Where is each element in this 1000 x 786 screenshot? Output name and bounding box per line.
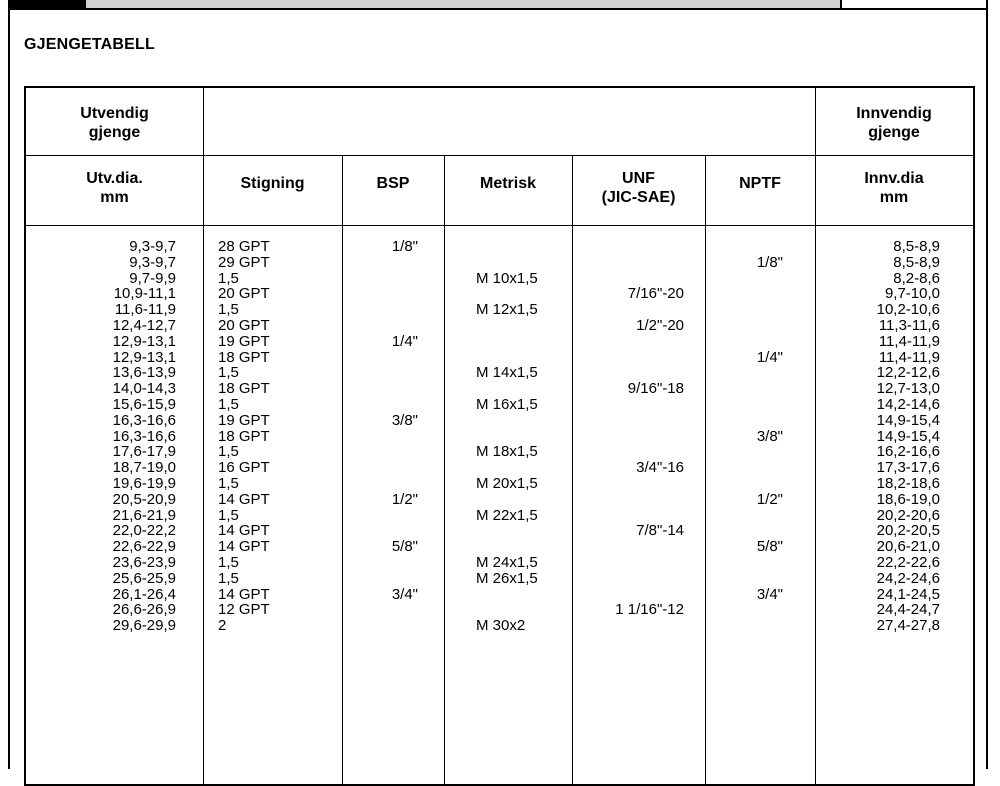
table-cell: 9,3-9,7 [129, 253, 176, 271]
table-cell: 18 GPT [218, 427, 270, 445]
table-cell: M 18x1,5 [476, 443, 538, 461]
table-cell: 18 GPT [218, 348, 270, 366]
table-cell: 28 GPT [218, 238, 270, 255]
table-cell: M 20x1,5 [476, 475, 538, 492]
group-header-inside-thread: Innvendig gjenge [856, 105, 932, 141]
table-cell: 16 GPT [218, 459, 270, 477]
table-cell: 12,9-13,1 [112, 332, 176, 350]
table-cell: 3/4"-16 [636, 459, 684, 477]
table-cell: 17,6-17,9 [112, 443, 176, 461]
table-cell: 11,4-11,9 [878, 348, 940, 366]
table-cell: 24,2-24,6 [876, 569, 940, 587]
table-cell: 9,7-9,9 [129, 269, 176, 287]
table-cell: 1,5 [218, 506, 239, 524]
table-cell: 12,9-13,1 [112, 348, 176, 366]
column-header: Metrisk [479, 175, 537, 192]
table-cell: 1/2" [391, 490, 418, 508]
table-cell: 18,2-18,6 [876, 475, 940, 492]
table-cell: 16,3-16,6 [112, 411, 176, 429]
table-cell: 7/16"-20 [627, 285, 684, 303]
table-cell: 14 GPT [218, 490, 270, 508]
table-cell: 1,5 [218, 475, 239, 492]
table-cell: 23,6-23,9 [112, 554, 176, 571]
table-cell: 10,2-10,6 [876, 301, 940, 319]
table-cell: 21,6-21,9 [112, 506, 176, 524]
table-cell: 11,4-11,9 [878, 332, 940, 350]
table-cell: 14 GPT [218, 585, 270, 603]
table-cell: 29,6-29,9 [112, 617, 176, 635]
table-cell: 1 1/16"-12 [615, 601, 684, 619]
table-cell: 29 GPT [218, 253, 270, 271]
table-cell: 11,3-11,6 [878, 317, 940, 334]
table-cell: 11,6-11,9 [114, 301, 176, 319]
table-cell: 9/16"-18 [627, 380, 684, 398]
table-cell: 10,9-11,1 [113, 285, 176, 303]
column-header: BSP [376, 175, 410, 192]
table-cell: 2 [218, 617, 227, 635]
table-cell: 5/8" [391, 538, 418, 556]
table-cell: M 24x1,5 [476, 554, 538, 571]
column-header: Innv.dia mm [864, 170, 924, 206]
table-cell: M 22x1,5 [476, 506, 538, 524]
column-header: NPTF [739, 175, 781, 192]
column-divider [444, 155, 445, 784]
table-cell: 26,1-26,4 [112, 585, 176, 603]
table-cell: 18,7-19,0 [112, 459, 176, 477]
table-cell: 24,1-24,5 [876, 585, 940, 603]
table-cell: 20,5-20,9 [112, 490, 176, 508]
table-cell: 14,2-14,6 [876, 396, 940, 413]
table-cell: 20 GPT [218, 317, 270, 334]
table-cell: 14,0-14,3 [112, 380, 176, 398]
table-cell: 12,4-12,7 [112, 317, 176, 334]
table-cell: 19 GPT [218, 332, 270, 350]
table-cell: M 12x1,5 [476, 301, 538, 319]
table-cell: 1/4" [756, 348, 783, 366]
table-cell: 27,4-27,8 [876, 617, 940, 635]
table-cell: 9,3-9,7 [129, 238, 176, 255]
table-cell: 7/8"-14 [636, 522, 684, 540]
table-cell: 12 GPT [218, 601, 270, 619]
table-cell: M 30x2 [476, 617, 526, 635]
table-cell: 14 GPT [218, 538, 270, 556]
table-cell: 15,6-15,9 [112, 396, 176, 413]
table-cell: 3/4" [391, 585, 418, 603]
column-divider [705, 155, 706, 784]
page-title: GJENGETABELL [24, 36, 156, 53]
table-cell: 9,7-10,0 [884, 285, 940, 303]
table-cell: 1,5 [218, 569, 239, 587]
column-header: Utv.dia. mm [86, 170, 143, 206]
table-cell: 16,2-16,6 [876, 443, 940, 461]
table-cell: 1/2" [756, 490, 783, 508]
table-cell: 24,4-24,7 [876, 601, 940, 619]
table-cell: 1,5 [218, 554, 239, 571]
table-cell: 20,2-20,5 [876, 522, 940, 540]
table-cell: 20,2-20,6 [876, 506, 940, 524]
table-cell: 22,6-22,9 [112, 538, 176, 556]
table-cell: 14 GPT [218, 522, 270, 540]
table-cell: 14,9-15,4 [876, 427, 940, 445]
table-cell: 3/8" [391, 411, 418, 429]
table-cell: 22,2-22,6 [876, 554, 940, 571]
group-header-outside-thread: Utvendig gjenge [80, 105, 149, 141]
table-cell: 16,3-16,6 [112, 427, 176, 445]
table-cell: 14,9-15,4 [876, 411, 940, 429]
table-cell: 1/8" [756, 253, 783, 271]
table-cell: M 10x1,5 [476, 269, 538, 287]
table-cell: 1/8" [391, 238, 418, 255]
table-cell: 20 GPT [218, 285, 270, 303]
header-body-divider [26, 225, 973, 226]
column-header: UNF (JIC-SAE) [601, 170, 676, 206]
table-cell: 18 GPT [218, 380, 270, 398]
table-cell: 1,5 [218, 396, 239, 413]
table-cell: 3/8" [756, 427, 783, 445]
table-cell: 12,2-12,6 [876, 364, 940, 382]
table-cell: 8,5-8,9 [893, 238, 940, 255]
table-cell: 19,6-19,9 [112, 475, 176, 492]
table-cell: 1/4" [391, 332, 418, 350]
table-cell: 22,0-22,2 [112, 522, 176, 540]
table-cell: 17,3-17,6 [876, 459, 940, 477]
table-cell: 8,2-8,6 [893, 269, 940, 287]
table-cell: 19 GPT [218, 411, 270, 429]
table-cell: M 16x1,5 [476, 396, 538, 413]
table-cell: 25,6-25,9 [112, 569, 176, 587]
table-cell: 13,6-13,9 [112, 364, 176, 382]
table-cell: 8,5-8,9 [893, 253, 940, 271]
thread-table [24, 86, 975, 786]
table-cell: 18,6-19,0 [876, 490, 940, 508]
table-cell: M 26x1,5 [476, 569, 538, 587]
table-cell: 1,5 [218, 364, 239, 382]
table-cell: 3/4" [756, 585, 783, 603]
table-cell: 1/2"-20 [636, 317, 684, 334]
table-cell: 26,6-26,9 [112, 601, 176, 619]
header-divider [26, 155, 973, 156]
table-cell: 5/8" [756, 538, 783, 556]
table-cell: 1,5 [218, 301, 239, 319]
table-cell: 1,5 [218, 269, 239, 287]
column-header: Stigning [240, 175, 305, 192]
table-cell: 12,7-13,0 [876, 380, 940, 398]
table-cell: 1,5 [218, 443, 239, 461]
table-cell: M 14x1,5 [476, 364, 538, 382]
table-cell: 20,6-21,0 [876, 538, 940, 556]
